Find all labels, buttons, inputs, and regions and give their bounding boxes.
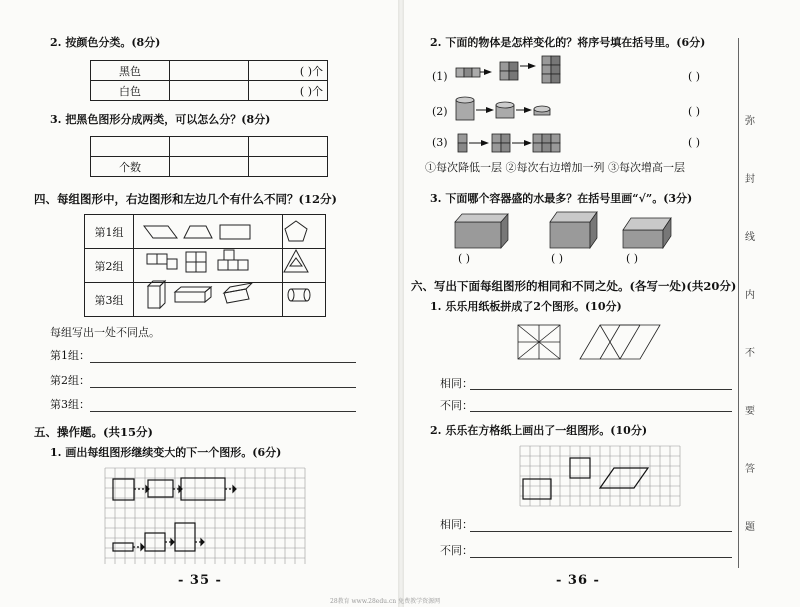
container-1	[455, 214, 508, 248]
s6-q2-title: 2. 乐乐在方格纸上画出了一组图形。(10分)	[430, 424, 648, 437]
color-label: 黑色	[91, 61, 170, 81]
section-4-instruction: 每组写出一处不同点。	[50, 326, 160, 339]
group-label: 第1组	[85, 215, 134, 249]
margin-char: 答	[745, 464, 755, 475]
margin-char: 要	[745, 406, 755, 417]
row-label: 个数	[91, 157, 170, 177]
count-cell[interactable]: ( )个	[249, 81, 328, 101]
options-legend: ①每次降低一层 ②每次右边增加一列 ③每次增高一层	[425, 161, 685, 174]
row-answer-3[interactable]: ( )	[688, 136, 701, 149]
margin-char: 内	[745, 290, 755, 301]
row-label-1: (1)	[432, 70, 448, 83]
color-label: 白色	[91, 81, 170, 101]
margin-char: 题	[745, 522, 755, 533]
count-cell[interactable]: ( )个	[249, 61, 328, 81]
diff-label-2: 不同：	[440, 544, 473, 557]
container-answer-2[interactable]: ( )	[551, 252, 564, 265]
margin-char: 不	[745, 348, 755, 359]
container-3	[623, 218, 671, 248]
row-label-3: (3)	[432, 136, 448, 149]
answer-label-2: 第2组：	[50, 374, 90, 387]
seal-line	[738, 38, 739, 568]
container-answer-3[interactable]: ( )	[626, 252, 639, 265]
diff-line-2[interactable]	[470, 557, 732, 558]
answer-label-3: 第3组：	[50, 398, 90, 411]
parallelogram-c	[600, 468, 648, 488]
section-5-title: 五、操作题。(共15分)	[34, 425, 153, 439]
same-label-2: 相同：	[440, 518, 473, 531]
group-label: 第3组	[85, 283, 134, 317]
section-4-title: 四、每组图形中，右边图形和左边几个有什么不同？(12分)	[34, 192, 337, 206]
margin-char: 弥	[745, 116, 755, 127]
page-number-left: - 35 -	[178, 573, 222, 588]
footer-watermark: 28教育 www.28edu.cn 免费教学资源网	[330, 598, 441, 605]
shape-grid	[520, 446, 680, 506]
paper-figures	[518, 325, 660, 359]
group-label: 第2组	[85, 249, 134, 283]
page-number-right: - 36 -	[556, 573, 600, 588]
same-line-2[interactable]	[470, 531, 732, 532]
diff-line-1[interactable]	[470, 411, 732, 412]
same-label-1: 相同：	[440, 377, 473, 390]
container-2	[550, 212, 597, 248]
section-6-title: 六、写出下面每组图形的相同和不同之处。(各写一处)(共20分)	[411, 279, 737, 293]
s6-q1-title: 1. 乐乐用纸板拼成了2个图形。(10分)	[430, 300, 622, 313]
answer-label-1: 第1组：	[50, 349, 90, 362]
row-label-2: (2)	[432, 105, 448, 118]
r-q2-title: 2. 下面的物体是怎样变化的？将序号填在括号里。(6分)	[430, 36, 706, 49]
container-answer-1[interactable]: ( )	[458, 252, 471, 265]
margin-char: 封	[745, 174, 755, 185]
row-answer-2[interactable]: ( )	[688, 105, 701, 118]
row-answer-1[interactable]: ( )	[688, 70, 701, 83]
r-q3-title: 3. 下面哪个容器盛的水最多？在括号里画“√”。(3分)	[430, 192, 693, 205]
same-line-1[interactable]	[470, 389, 732, 390]
diff-label-1: 不同：	[440, 399, 473, 412]
q3-title: 3. 把黑色图形分成两类，可以怎么分？(8分)	[50, 113, 271, 126]
q2-title: 2. 按颜色分类。(8分)	[50, 36, 161, 49]
s5-q1-title: 1. 画出每组图形继续变大的下一个图形。(6分)	[50, 446, 282, 459]
margin-char: 线	[745, 232, 755, 243]
